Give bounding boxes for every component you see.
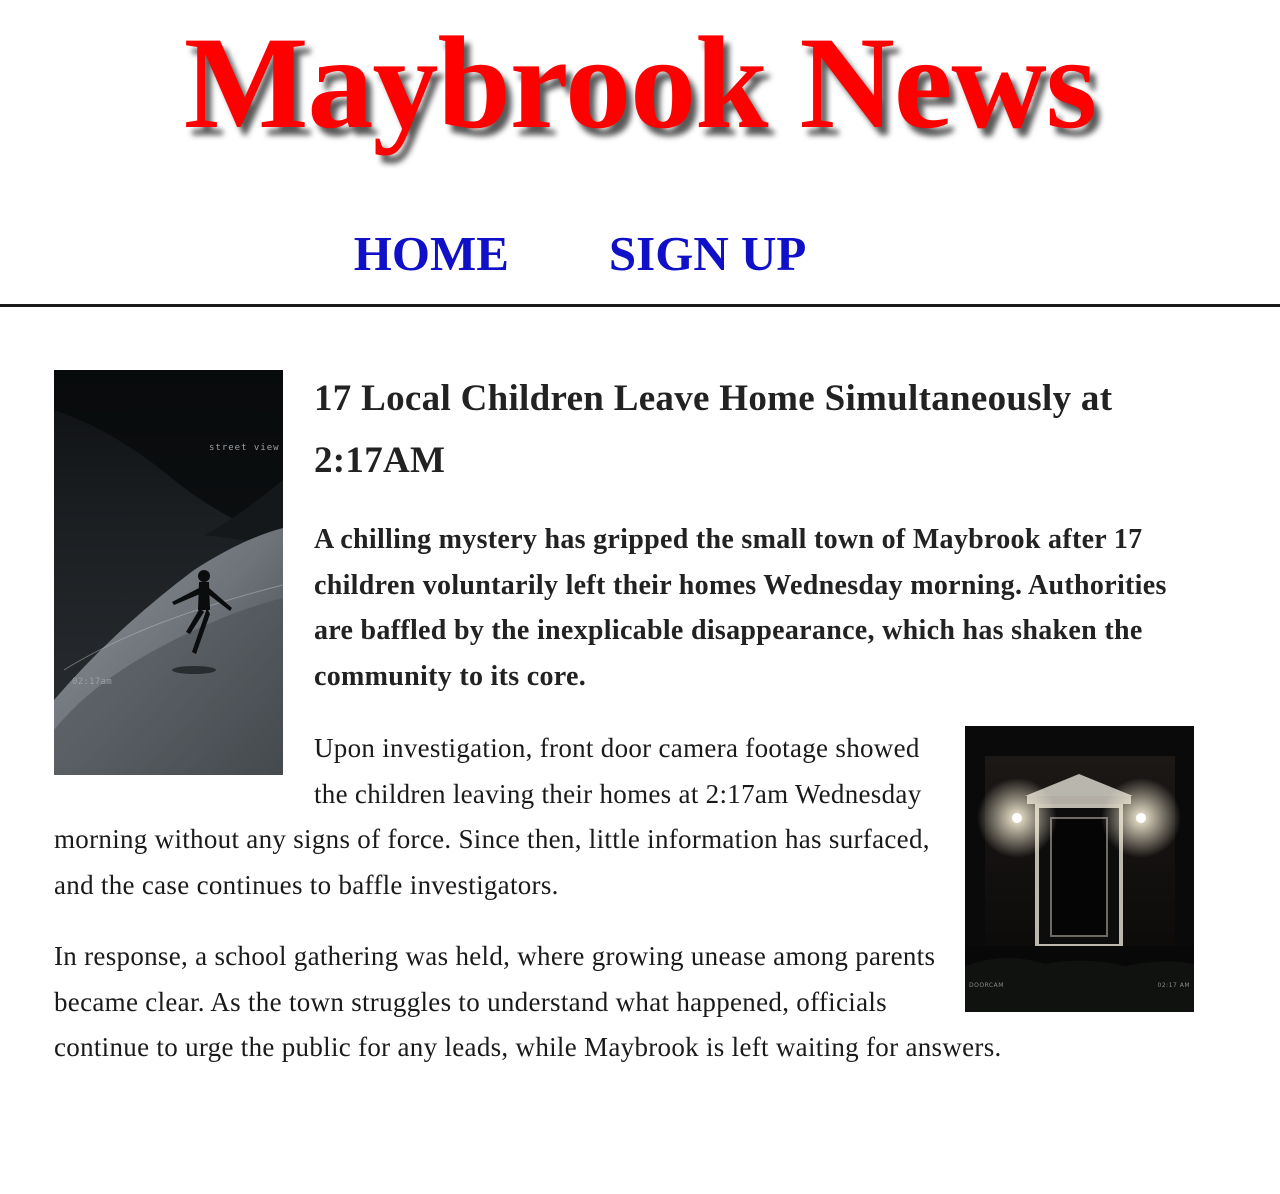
main-nav — [0, 224, 1280, 284]
site-title: Maybrook News — [183, 9, 1097, 156]
doorcam-photo — [965, 726, 1194, 1012]
doorcam-caption: DOORCAM — [969, 981, 1004, 989]
article — [54, 368, 1194, 1097]
article-paragraph-1: Upon investigation, front door camera footage showed the children leaving their homes at 2:17am Wednesday morning without any signs of force. Since then, little information has surfaced, and the case continues to baffle investigators. — [54, 733, 930, 900]
article-headline: 17 Local Children Leave Home Simultaneously at 2:17AM — [314, 378, 1113, 481]
nav-signup-link[interactable]: SIGN UP — [608, 226, 807, 281]
nav-home-link[interactable]: HOME — [353, 226, 509, 281]
street-photo — [54, 370, 283, 775]
doorcam-timestamp: 02:17 AM — [1157, 981, 1190, 989]
article-paragraph-2: In response, a school gathering was held, where growing unease among parents became clear. As the town struggles to understand what happened, officials continue to urge the public for any leads, while Maybrook is left waiting for answers. — [54, 941, 1002, 1062]
street-photo-timestamp: 02:17am — [72, 677, 113, 687]
header-divider — [0, 304, 1280, 307]
street-photo-caption: street view — [209, 443, 280, 453]
article-lede: A chilling mystery has gripped the small town of Maybrook after 17 children voluntarily left their homes Wednesday morning. Authorities are baffled by the inexplicable disappearance, which has shaken the community to its core. — [314, 524, 1167, 692]
